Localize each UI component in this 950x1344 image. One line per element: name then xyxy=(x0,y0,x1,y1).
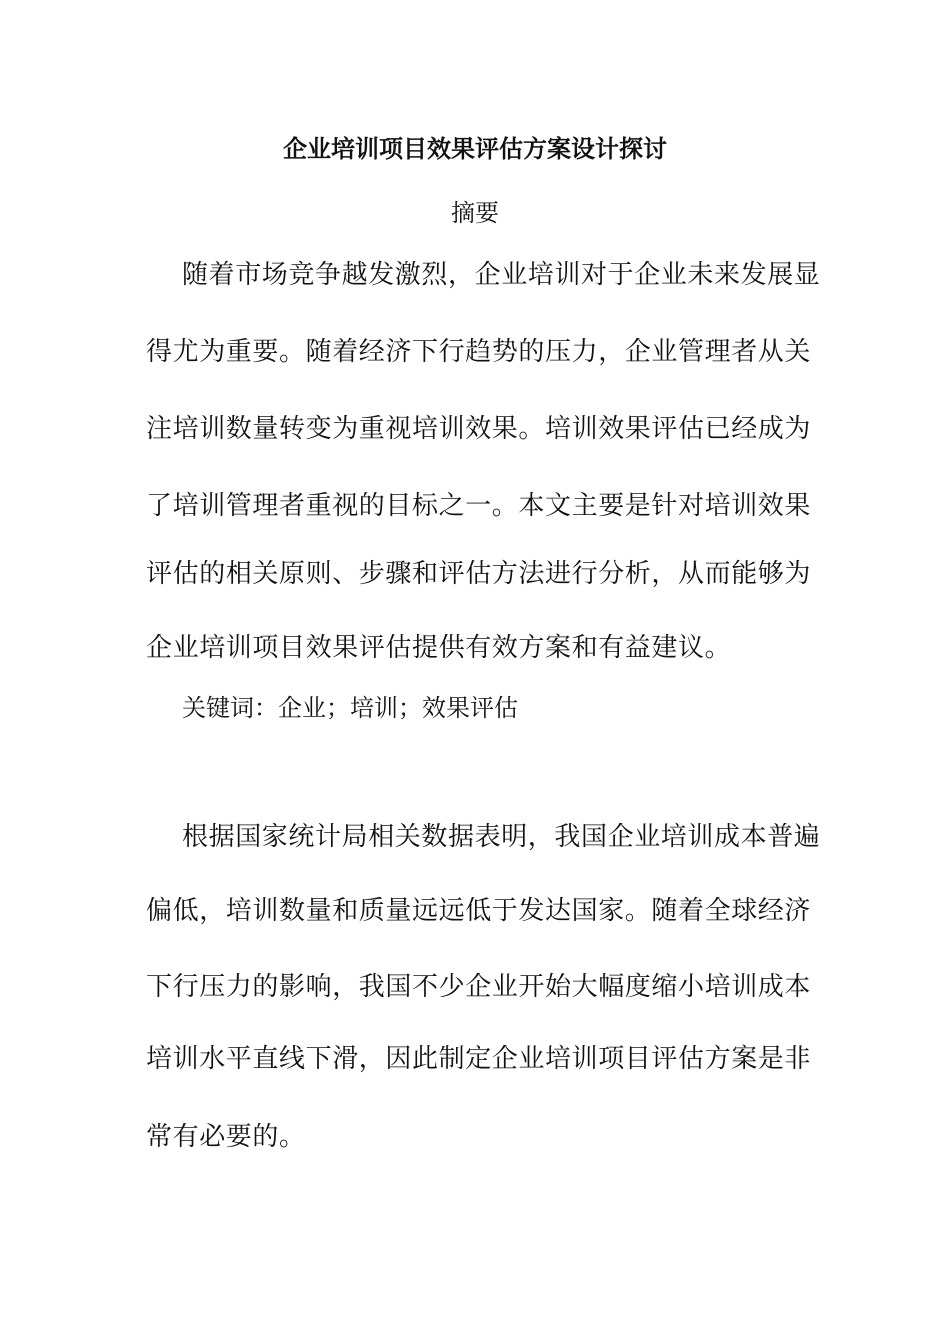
body-line: 常有必要的。 xyxy=(146,1122,306,1152)
abstract-line: 了培训管理者重视的目标之一。本文主要是针对培训效果 xyxy=(146,491,812,521)
abstract-line: 得尤为重要。随着经济下行趋势的压力，企业管理者从关 xyxy=(146,337,812,367)
body-line: 下行压力的影响，我国不少企业开始大幅度缩小培训成本 xyxy=(146,972,812,1002)
abstract-line: 企业培训项目效果评估提供有效方案和有益建议。 xyxy=(146,633,732,663)
body-line: 培训水平直线下滑，因此制定企业培训项目评估方案是非 xyxy=(146,1044,812,1074)
keywords-line: 关键词：企业；培训；效果评估 xyxy=(182,694,518,722)
abstract-line: 注培训数量转变为重视培训效果。培训效果评估已经成为 xyxy=(146,414,812,444)
document-title: 企业培训项目效果评估方案设计探讨 xyxy=(283,135,667,163)
abstract-heading: 摘要 xyxy=(451,199,499,227)
abstract-line: 评估的相关原则、步骤和评估方法进行分析，从而能够为 xyxy=(146,559,812,589)
abstract-line: 随着市场竞争越发激烈，企业培训对于企业未来发展显 xyxy=(182,260,821,290)
body-line: 偏低，培训数量和质量远远低于发达国家。随着全球经济 xyxy=(146,896,812,926)
body-line: 根据国家统计局相关数据表明，我国企业培训成本普遍 xyxy=(182,822,821,852)
